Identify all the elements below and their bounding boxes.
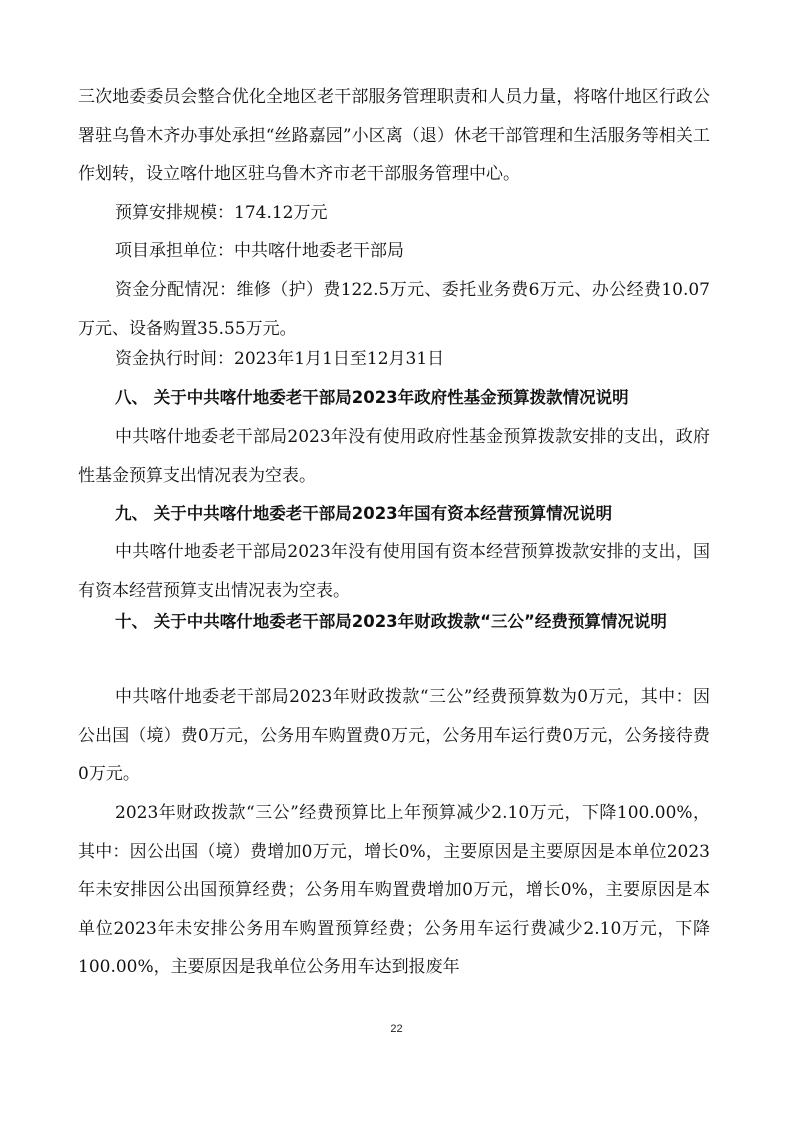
paragraph-project-unit: 项目承担单位：中共喀什地委老干部局	[115, 241, 404, 261]
heading-section-8: 八、 关于中共喀什地委老干部局2023年政府性基金预算拨款情况说明	[115, 388, 629, 407]
paragraph-fund-allocation: 资金分配情况：维修（护）费122.5万元、委托业务费6万元、办公经费10.07万元、设备购置35.55万元。	[78, 280, 710, 339]
paragraph-three-public-change: 2023年财政拨款“三公”经费预算比上年预算减少2.10万元，下降100.00%，其中：因公出国（境）费增加0万元，增长0%，主要原因是主要原因是本单位2023年未安排因公出国预算经费；公务用车购置费增加0万元，增长0%，主要原因是本单位2023年未安排公务用车购置预算经费；公务用车运行费减少2.10万元，下降100.00%，主要原因是我单位公务用车达到报废年	[78, 803, 710, 977]
paragraph-government-fund: 中共喀什地委老干部局2023年没有使用政府性基金预算拨款安排的支出，政府性基金预算支出情况表为空表。	[78, 427, 710, 486]
paragraph-service-center: 三次地委委员会整合优化全地区老干部服务管理职责和人员力量，将喀什地区行政公署驻乌鲁木齐办事处承担“丝路嘉园”小区离（退）休老干部管理和生活服务等相关工作划转，设立喀什地区驻乌鲁木齐市老干部服务管理中心。	[78, 87, 710, 184]
heading-section-10: 十、 关于中共喀什地委老干部局2023年财政拨款“三公”经费预算情况说明	[115, 612, 667, 631]
paragraph-three-public-budget: 中共喀什地委老干部局2023年财政拨款“三公”经费预算数为0万元，其中：因公出国（境）费0万元，公务用车购置费0万元，公务用车运行费0万元，公务接待费0万元。	[78, 687, 710, 784]
heading-section-9: 九、 关于中共喀什地委老干部局2023年国有资本经营预算情况说明	[115, 504, 613, 523]
paragraph-state-capital: 中共喀什地委老干部局2023年没有使用国有资本经营预算拨款安排的支出，国有资本经营预算支出情况表为空表。	[78, 542, 710, 601]
paragraph-execution-time: 资金执行时间：2023年1月1日至12月31日	[115, 349, 445, 369]
page-number: 22	[390, 1023, 403, 1035]
paragraph-budget-scale: 预算安排规模：174.12万元	[115, 203, 328, 223]
